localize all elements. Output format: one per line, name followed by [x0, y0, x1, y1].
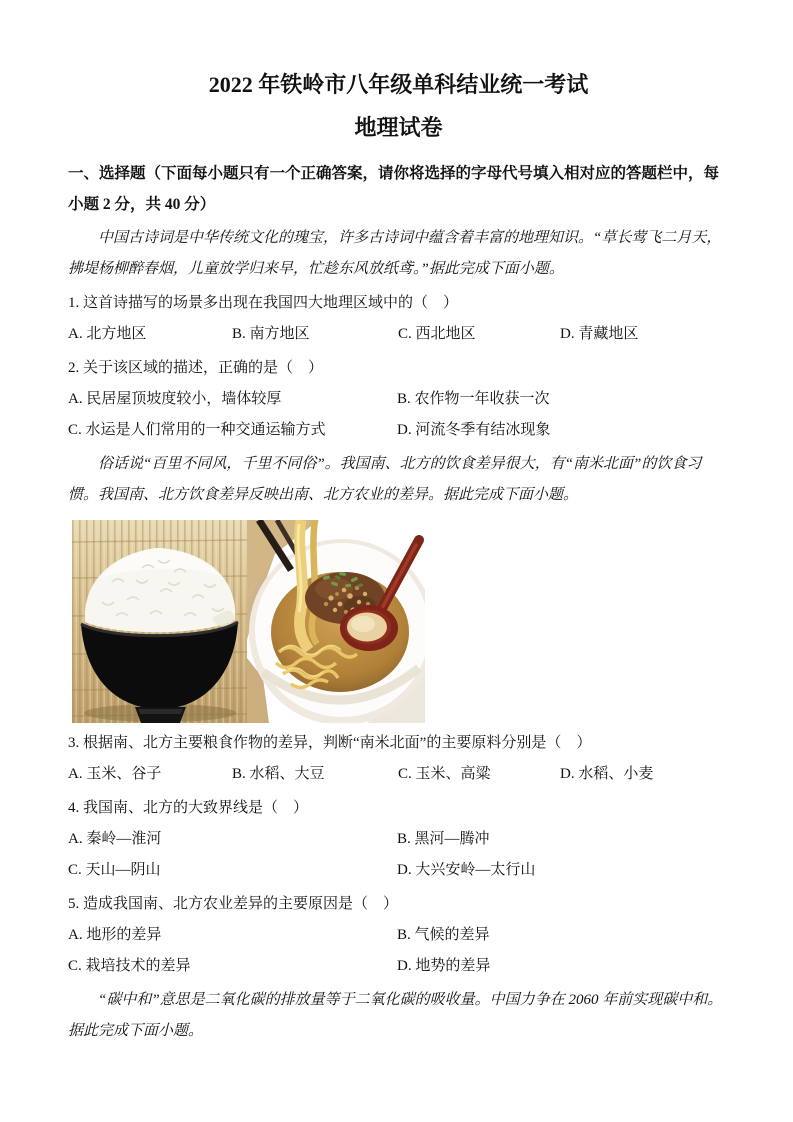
question-3-option-a: A. 玉米、谷子 — [68, 766, 162, 782]
question-5-option-b: B. 气候的差异 — [397, 927, 490, 943]
question-1-option-d: D. 青藏地区 — [560, 326, 639, 342]
question-3-options — [68, 759, 729, 790]
question-3-option-d: D. 水稻、小麦 — [560, 766, 654, 782]
question-2-stem: 2. 关于该区域的描述，正确的是（ ） — [68, 360, 324, 376]
question-3-option-b: B. 水稻、大豆 — [232, 766, 325, 782]
question-3-stem: 3. 根据南、北方主要粮食作物的差异，判断“南米北面”的主要原料分别是（ ） — [68, 735, 592, 751]
question-5-stem: 5. 造成我国南、北方农业差异的主要原因是（ ） — [68, 896, 399, 912]
exam-subtitle: 地理试卷 — [354, 115, 443, 140]
question-2-option-a: A. 民居屋顶坡度较小，墙体较厚 — [68, 391, 282, 407]
question-1-option-a: A. 北方地区 — [68, 326, 147, 342]
question-4-option-a: A. 秦岭—淮河 — [68, 831, 162, 847]
question-2-option-c: C. 水运是人们常用的一种交通运输方式 — [68, 422, 326, 438]
question-5-option-c: C. 栽培技术的差异 — [68, 958, 191, 974]
question-2-options — [68, 384, 729, 446]
rice-bowl-photo — [72, 520, 247, 723]
passage-food-custom: 俗话说“百里不同风，千里不同俗”。我国南、北方的饮食差异很大，有“南米北面”的饮食习惯。我国南、北方饮食差异反映出南、北方农业的差异。据此完成下面小题。 — [68, 456, 702, 503]
question-2-option-b: B. 农作物一年收获一次 — [397, 391, 550, 407]
question-1-option-b: B. 南方地区 — [232, 326, 310, 342]
question-4-option-c: C. 天山—阴山 — [68, 862, 161, 878]
question-4-options — [68, 824, 729, 886]
question-5-option-d: D. 地势的差异 — [397, 958, 491, 974]
question-2-option-d: D. 河流冬季有结冰现象 — [397, 422, 551, 438]
passage-carbon-neutral: “碳中和”意思是二氧化碳的排放量等于二氧化碳的吸收量。中国力争在 2060 年前实现碳中和。据此完成下面小题。 — [68, 992, 723, 1039]
exam-title: 2022 年铁岭市八年级单科结业统一考试 — [208, 72, 589, 97]
question-1-stem: 1. 这首诗描写的场景多出现在我国四大地理区域中的（ ） — [68, 295, 459, 311]
question-5-options — [68, 920, 729, 982]
section-heading: 一、选择题（下面每小题只有一个正确答案，请你将选择的字母代号填入相对应的答题栏中，每小题 2 分，共 40 分） — [68, 165, 720, 213]
question-5-option-a: A. 地形的差异 — [68, 927, 162, 943]
question-4-option-b: B. 黑河—腾冲 — [397, 831, 490, 847]
question-1-options — [68, 319, 729, 350]
question-3-option-c: C. 玉米、高粱 — [398, 766, 491, 782]
passage-poem: 中国古诗词是中华传统文化的瑰宝，许多古诗词中蕴含着丰富的地理知识。“草长莺飞二月天，拂堤杨柳醉春烟，儿童放学归来早，忙趁东风放纸鸢。”据此完成下面小题。 — [68, 230, 722, 277]
noodle-bowl-photo — [247, 520, 425, 723]
question-4-stem: 4. 我国南、北方的大致界线是（ ） — [68, 800, 309, 816]
rice-vs-noodles-figure — [72, 520, 425, 723]
question-4-option-d: D. 大兴安岭—太行山 — [397, 862, 536, 878]
question-1-option-c: C. 西北地区 — [398, 326, 476, 342]
